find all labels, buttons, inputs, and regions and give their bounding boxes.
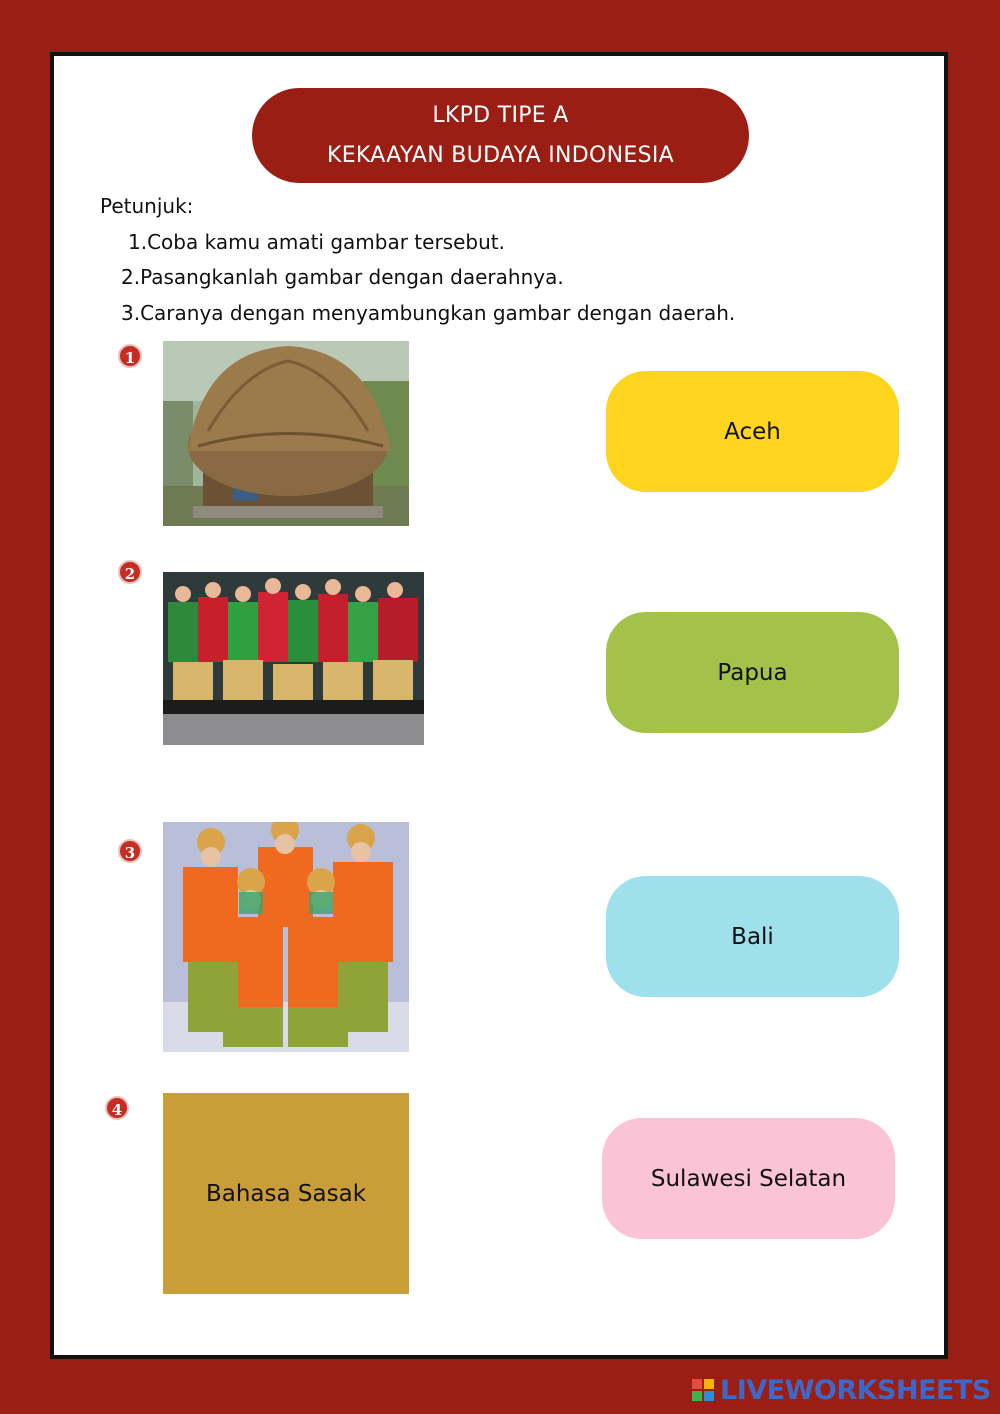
answer-sulawesi-selatan[interactable]: [602, 1118, 895, 1239]
photo-saman-dancers[interactable]: [163, 572, 424, 745]
costume-women-image: [163, 822, 409, 1052]
answer-aceh-label: Aceh: [724, 418, 781, 445]
answer-sulawesi-selatan-label: Sulawesi Selatan: [650, 1165, 847, 1192]
instruction-1: 1.Coba kamu amati gambar tersebut.: [128, 230, 505, 254]
title-line-1: LKPD TIPE A: [432, 103, 569, 128]
answer-aceh[interactable]: [606, 371, 899, 492]
title-line-2: KEKAAYAN BUDAYA INDONESIA: [326, 143, 675, 168]
answer-papua-label: Papua: [717, 659, 788, 686]
logo-blocks-icon: [692, 1379, 714, 1401]
answer-bali-label: Bali: [731, 923, 774, 950]
liveworksheets-logo[interactable]: [692, 1373, 991, 1407]
worksheet-title: [252, 88, 749, 183]
brand-name: LIVEWORKSHEETS: [720, 1374, 991, 1406]
item-number-2: 2: [118, 560, 142, 584]
item-number-4: 4: [105, 1096, 129, 1120]
item-4-card[interactable]: [163, 1093, 409, 1294]
answer-papua[interactable]: [606, 612, 899, 733]
instructions-heading: Petunjuk:: [100, 194, 194, 218]
dancers-image: [163, 572, 424, 745]
instruction-3: 3.Caranya dengan menyambungkan gambar dengan daerah.: [121, 301, 736, 325]
hut-image: [163, 341, 409, 526]
item-number-1: 1: [118, 344, 142, 368]
photo-traditional-hut[interactable]: [163, 341, 409, 526]
answer-bali[interactable]: [606, 876, 899, 997]
item-number-3: 3: [118, 839, 142, 863]
instruction-2: 2.Pasangkanlah gambar dengan daerahnya.: [121, 265, 564, 289]
item-4-label: Bahasa Sasak: [205, 1180, 367, 1207]
photo-orange-costume-women[interactable]: [163, 822, 409, 1052]
